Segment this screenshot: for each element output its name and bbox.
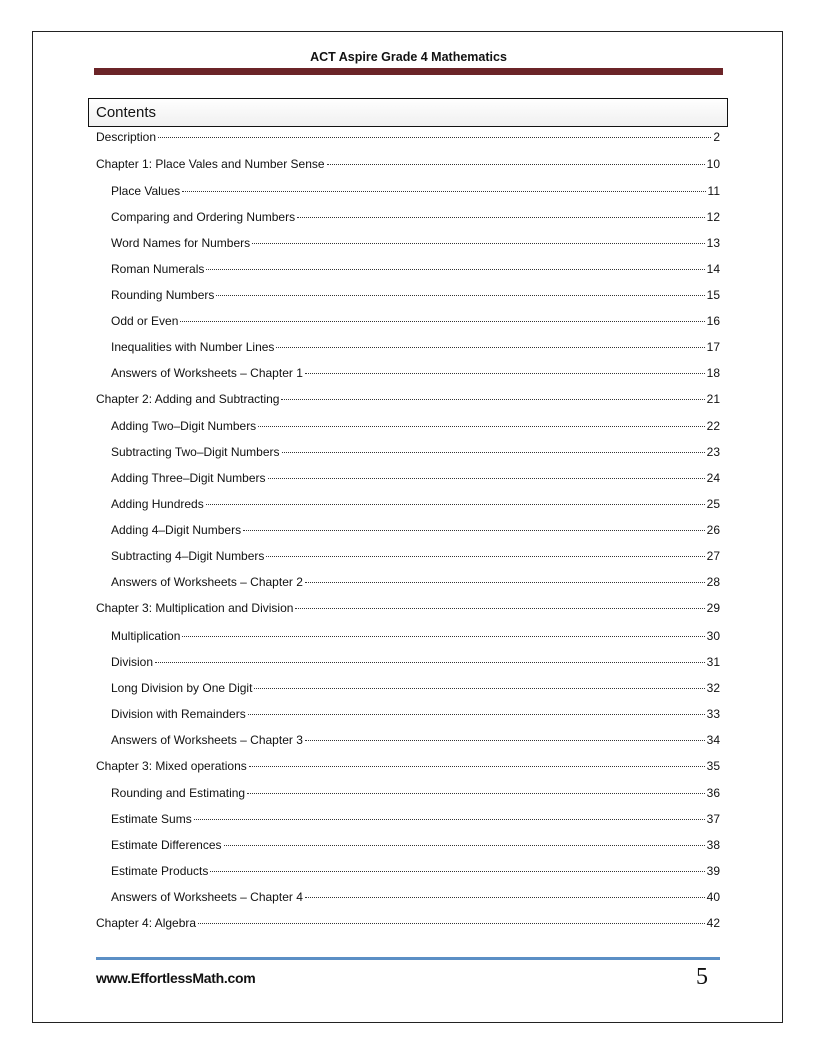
toc-entry[interactable] (111, 654, 720, 670)
toc-dot-leader (155, 662, 705, 663)
toc-entry[interactable] (111, 863, 720, 879)
toc-dot-leader (276, 347, 704, 348)
footer-website: www.EffortlessMath.com (96, 970, 256, 986)
toc-entry-page: 31 (706, 655, 720, 669)
toc-entry-label: Adding 4–Digit Numbers (111, 523, 242, 537)
toc-dot-leader (194, 819, 705, 820)
toc-entry[interactable] (111, 837, 720, 853)
toc-entry-page: 33 (706, 707, 720, 721)
toc-entry-page: 15 (706, 288, 720, 302)
toc-entry-label: Inequalities with Number Lines (111, 340, 275, 354)
toc-entry-label: Roman Numerals (111, 262, 205, 276)
toc-entry-page: 12 (706, 210, 720, 224)
toc-dot-leader (268, 478, 705, 479)
toc-entry-page: 21 (706, 392, 720, 406)
toc-entry-page: 26 (706, 523, 720, 537)
toc-entry[interactable] (96, 129, 720, 145)
toc-entry-page: 30 (706, 629, 720, 643)
toc-entry-page: 25 (706, 497, 720, 511)
toc-entry[interactable] (111, 496, 720, 512)
toc-entry-label: Estimate Products (111, 864, 209, 878)
toc-entry-label: Adding Hundreds (111, 497, 204, 511)
toc-entry[interactable] (96, 156, 720, 172)
toc-entry[interactable] (111, 732, 720, 748)
toc-entry-page: 32 (706, 681, 720, 695)
toc-entry[interactable] (111, 470, 720, 486)
toc-dot-leader (247, 793, 705, 794)
toc-entry-label: Chapter 3: Multiplication and Division (96, 601, 294, 615)
toc-entry-label: Estimate Differences (111, 838, 222, 852)
toc-dot-leader (182, 636, 704, 637)
toc-entry[interactable] (96, 915, 720, 931)
toc-entry[interactable] (111, 522, 720, 538)
toc-entry-label: Multiplication (111, 629, 181, 643)
toc-entry[interactable] (111, 706, 720, 722)
toc-entry-label: Chapter 4: Algebra (96, 916, 197, 930)
toc-entry-page: 34 (706, 733, 720, 747)
toc-entry[interactable] (111, 235, 720, 251)
toc-entry[interactable] (111, 785, 720, 801)
toc-dot-leader (254, 688, 704, 689)
toc-dot-leader (252, 243, 704, 244)
toc-entry[interactable] (96, 758, 720, 774)
toc-entry-label: Chapter 1: Place Vales and Number Sense (96, 157, 325, 171)
toc-dot-leader (295, 608, 704, 609)
toc-entry[interactable] (111, 183, 720, 199)
toc-dot-leader (305, 582, 705, 583)
toc-entry-page: 11 (707, 184, 720, 198)
toc-entry-label: Place Values (111, 184, 181, 198)
toc-dot-leader (248, 714, 705, 715)
toc-entry-page: 38 (706, 838, 720, 852)
toc-dot-leader (224, 845, 705, 846)
toc-dot-leader (327, 164, 705, 165)
toc-entry-label: Division with Remainders (111, 707, 246, 721)
toc-entry-page: 28 (706, 575, 720, 589)
toc-entry[interactable] (111, 548, 720, 564)
toc-entry[interactable] (111, 628, 720, 644)
toc-entry[interactable] (111, 313, 720, 329)
toc-entry[interactable] (111, 209, 720, 225)
footer-rule (96, 957, 720, 960)
toc-entry-page: 17 (706, 340, 720, 354)
toc-entry-label: Description (96, 130, 157, 144)
toc-entry-label: Odd or Even (111, 314, 179, 328)
toc-entry[interactable] (111, 680, 720, 696)
toc-entry[interactable] (111, 444, 720, 460)
toc-dot-leader (305, 373, 705, 374)
toc-dot-leader (216, 295, 704, 296)
toc-dot-leader (182, 191, 705, 192)
toc-entry-label: Chapter 2: Adding and Subtracting (96, 392, 280, 406)
toc-dot-leader (305, 740, 705, 741)
toc-entry-page: 13 (706, 236, 720, 250)
toc-entry-label: Estimate Sums (111, 812, 192, 826)
toc-entry-label: Long Division by One Digit (111, 681, 253, 695)
toc-dot-leader (243, 530, 705, 531)
toc-dot-leader (258, 426, 704, 427)
toc-dot-leader (297, 217, 705, 218)
toc-entry-page: 10 (706, 157, 720, 171)
toc-entry[interactable] (111, 339, 720, 355)
toc-entry[interactable] (111, 889, 720, 905)
toc-entry-page: 22 (706, 419, 720, 433)
toc-dot-leader (282, 452, 705, 453)
toc-dot-leader (206, 504, 705, 505)
toc-entry-label: Answers of Worksheets – Chapter 1 (111, 366, 303, 380)
toc-dot-leader (266, 556, 704, 557)
toc-dot-leader (180, 321, 704, 322)
toc-entry-label: Rounding and Estimating (111, 786, 246, 800)
toc-entry[interactable] (111, 811, 720, 827)
toc-entry[interactable] (111, 261, 720, 277)
toc-entry-page: 14 (706, 262, 720, 276)
toc-entry[interactable] (111, 418, 720, 434)
toc-entry-label: Rounding Numbers (111, 288, 215, 302)
toc-entry[interactable] (111, 287, 720, 303)
toc-dot-leader (210, 871, 704, 872)
toc-entry-page: 35 (706, 759, 720, 773)
toc-entry-page: 24 (706, 471, 720, 485)
toc-entry-page: 36 (706, 786, 720, 800)
toc-entry-page: 23 (706, 445, 720, 459)
toc-entry-page: 40 (706, 890, 720, 904)
toc-entry-page: 37 (706, 812, 720, 826)
contents-title: Contents (96, 104, 157, 121)
toc-dot-leader (305, 897, 705, 898)
toc-entry-page: 39 (706, 864, 720, 878)
toc-entry[interactable] (111, 574, 720, 590)
toc-entry-label: Adding Two–Digit Numbers (111, 419, 257, 433)
toc-entry-label: Subtracting Two–Digit Numbers (111, 445, 280, 459)
toc-dot-leader (206, 269, 704, 270)
toc-entry-page: 18 (706, 366, 720, 380)
toc-entry-page: 2 (713, 130, 720, 144)
toc-entry-label: Chapter 3: Mixed operations (96, 759, 247, 773)
toc-entry-page: 16 (706, 314, 720, 328)
running-header: ACT Aspire Grade 4 Mathematics (310, 50, 507, 64)
toc-entry[interactable] (111, 365, 720, 381)
toc-entry-label: Adding Three–Digit Numbers (111, 471, 266, 485)
toc-entry-label: Comparing and Ordering Numbers (111, 210, 296, 224)
toc-dot-leader (281, 399, 704, 400)
toc-entry-label: Word Names for Numbers (111, 236, 251, 250)
toc-entry-label: Answers of Worksheets – Chapter 3 (111, 733, 303, 747)
toc-dot-leader (198, 923, 705, 924)
toc-entry-label: Answers of Worksheets – Chapter 4 (111, 890, 303, 904)
toc-entry[interactable] (96, 600, 720, 616)
toc-entry-label: Subtracting 4–Digit Numbers (111, 549, 265, 563)
toc-entry[interactable] (96, 391, 720, 407)
toc-entry-page: 27 (706, 549, 720, 563)
toc-dot-leader (158, 137, 711, 138)
toc-entry-label: Answers of Worksheets – Chapter 2 (111, 575, 303, 589)
toc-dot-leader (249, 766, 705, 767)
footer-page-number: 5 (696, 964, 708, 990)
toc-entry-label: Division (111, 655, 154, 669)
toc-entry-page: 42 (706, 916, 720, 930)
toc-entry-page: 29 (706, 601, 720, 615)
